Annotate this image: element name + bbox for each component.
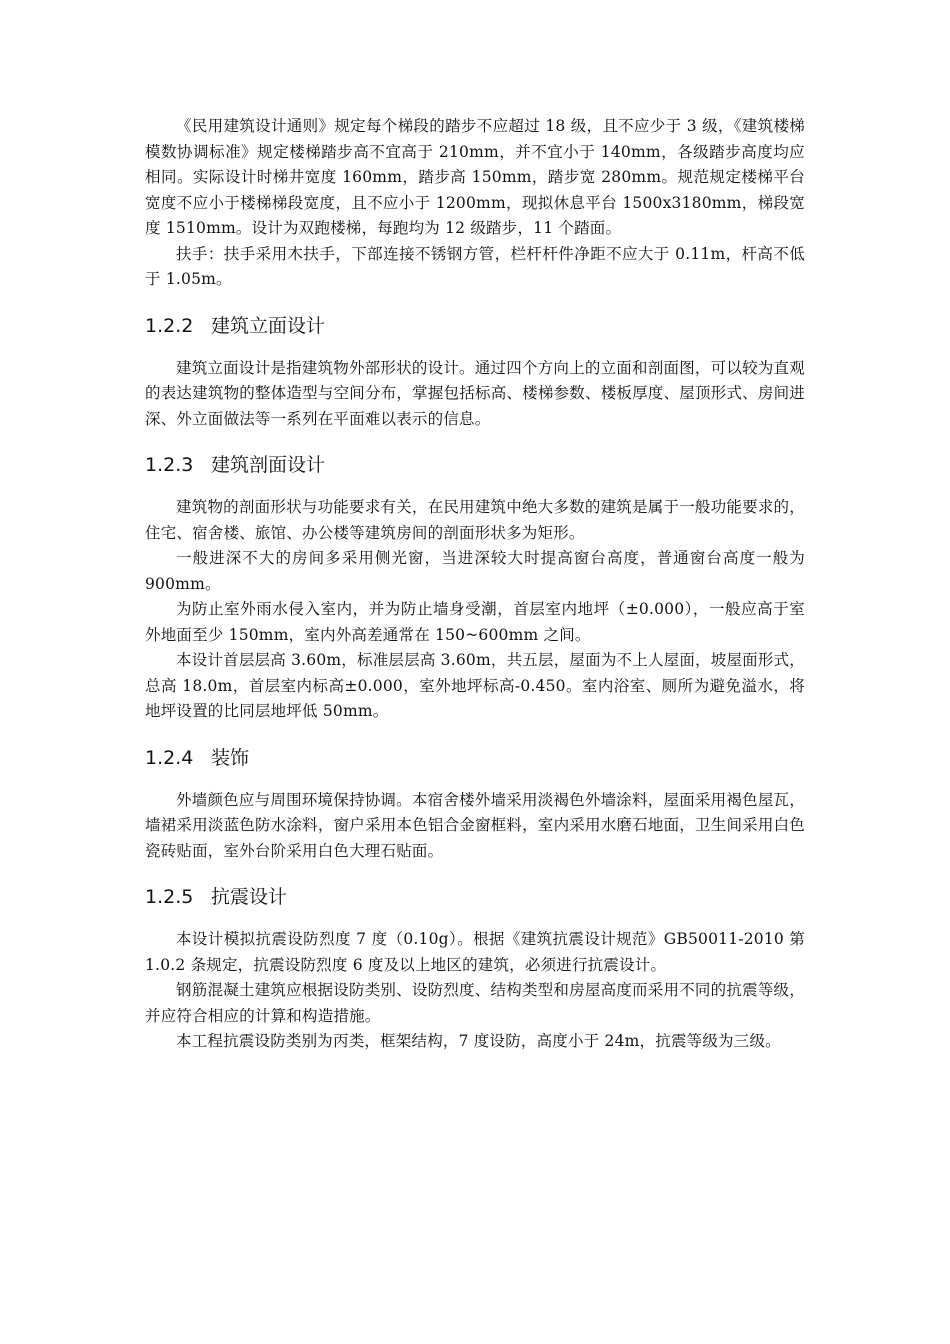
paragraph-stair-spec: 《民用建筑设计通则》规定每个梯段的踏步不应超过 18 级，且不应少于 3 级，《建筑楼梯模数协调标准》规定楼梯踏步高不宜高于 210mm，并不宜小于 140mm，各级踏步高度均应相同。实际设计时梯井宽度 160mm，踏步高 150mm，踏步宽 280mm。规范规定楼梯平台宽度不应小于楼梯梯段宽度，且不应小于 1200mm，现拟休息平台 1500x3180mm，梯段宽度 1510mm。设计为双跑楼梯，每跑均为 12 级踏步，11 个踏面。 — [145, 117, 805, 237]
paragraph-project-seismic: 本工程抗震设防类别为丙类，框架结构，7 度设防，高度小于 24m，抗震等级为三级。 — [176, 1032, 781, 1050]
section-number: 1.2.5 — [145, 886, 194, 908]
document-body — [145, 114, 805, 1055]
section-title: 装饰 — [211, 746, 250, 769]
section-title: 建筑剖面设计 — [211, 454, 326, 476]
paragraph-floor-level: 为防止室外雨水侵入室内，并为防止墙身受潮，首层室内地坪（±0.000），一般应高于室外地面至少 150mm，室内外高差通常在 150~600mm 之间。 — [145, 600, 805, 644]
paragraph-seismic-grade: 钢筋混凝土建筑应根据设防类别、设防烈度、结构类型和房屋高度而采用不同的抗震等级，并应符合相应的计算和构造措施。 — [145, 981, 805, 1025]
paragraph-seismic-intensity: 本设计模拟抗震设防烈度 7 度（0.10g）。根据《建筑抗震设计规范》GB50011-2010 第 1.0.2 条规定，抗震设防烈度 6 度及以上地区的建筑，必须进行抗震设计。 — [145, 930, 805, 974]
paragraph-window-height: 一般进深不大的房间多采用侧光窗，当进深较大时提高窗台高度，普通窗台高度一般为 900mm。 — [145, 549, 805, 593]
section-heading-facade — [145, 311, 805, 341]
section-number: 1.2.2 — [145, 314, 194, 337]
section-title: 建筑立面设计 — [211, 314, 326, 337]
section-heading-section-design — [145, 450, 805, 480]
paragraph-decoration: 外墙颜色应与周围环境保持协调。本宿舍楼外墙采用淡褐色外墙涂料，屋面采用褐色屋瓦，墙裙采用淡蓝色防水涂料，窗户采用本色铝合金窗框料，室内采用水磨石地面，卫生间采用白色瓷砖贴面，室外台阶采用白色大理石贴面。 — [145, 790, 805, 860]
section-number: 1.2.4 — [145, 746, 194, 769]
section-heading-seismic — [145, 882, 805, 912]
paragraph-section-shape: 建筑物的剖面形状与功能要求有关，在民用建筑中绝大多数的建筑是属于一般功能要求的，住宅、宿舍楼、旅馆、办公楼等建筑房间的剖面形状多为矩形。 — [145, 498, 805, 542]
section-number: 1.2.3 — [145, 454, 194, 476]
section-title: 抗震设计 — [211, 886, 288, 908]
paragraph-facade: 建筑立面设计是指建筑物外部形状的设计。通过四个方向上的立面和剖面图，可以较为直观的表达建筑物的整体造型与空间分布，掌握包括标高、楼梯参数、楼板厚度、屋顶形式、房间进深、外立面做法等一系列在平面难以表示的信息。 — [145, 358, 805, 428]
section-heading-decoration — [145, 743, 805, 773]
paragraph-handrail: 扶手：扶手采用木扶手，下部连接不锈钢方管，栏杆杆件净距不应大于 0.11m，杆高不低于 1.05m。 — [145, 244, 805, 288]
paragraph-story-height: 本设计首层层高 3.60m，标准层层高 3.60m，共五层，屋面为不上人屋面，坡屋面形式，总高 18.0m，首层室内标高±0.000，室外地坪标高-0.450。室内浴室、厕所为避免溢水，将地坪设置的比同层地坪低 50mm。 — [145, 651, 805, 720]
